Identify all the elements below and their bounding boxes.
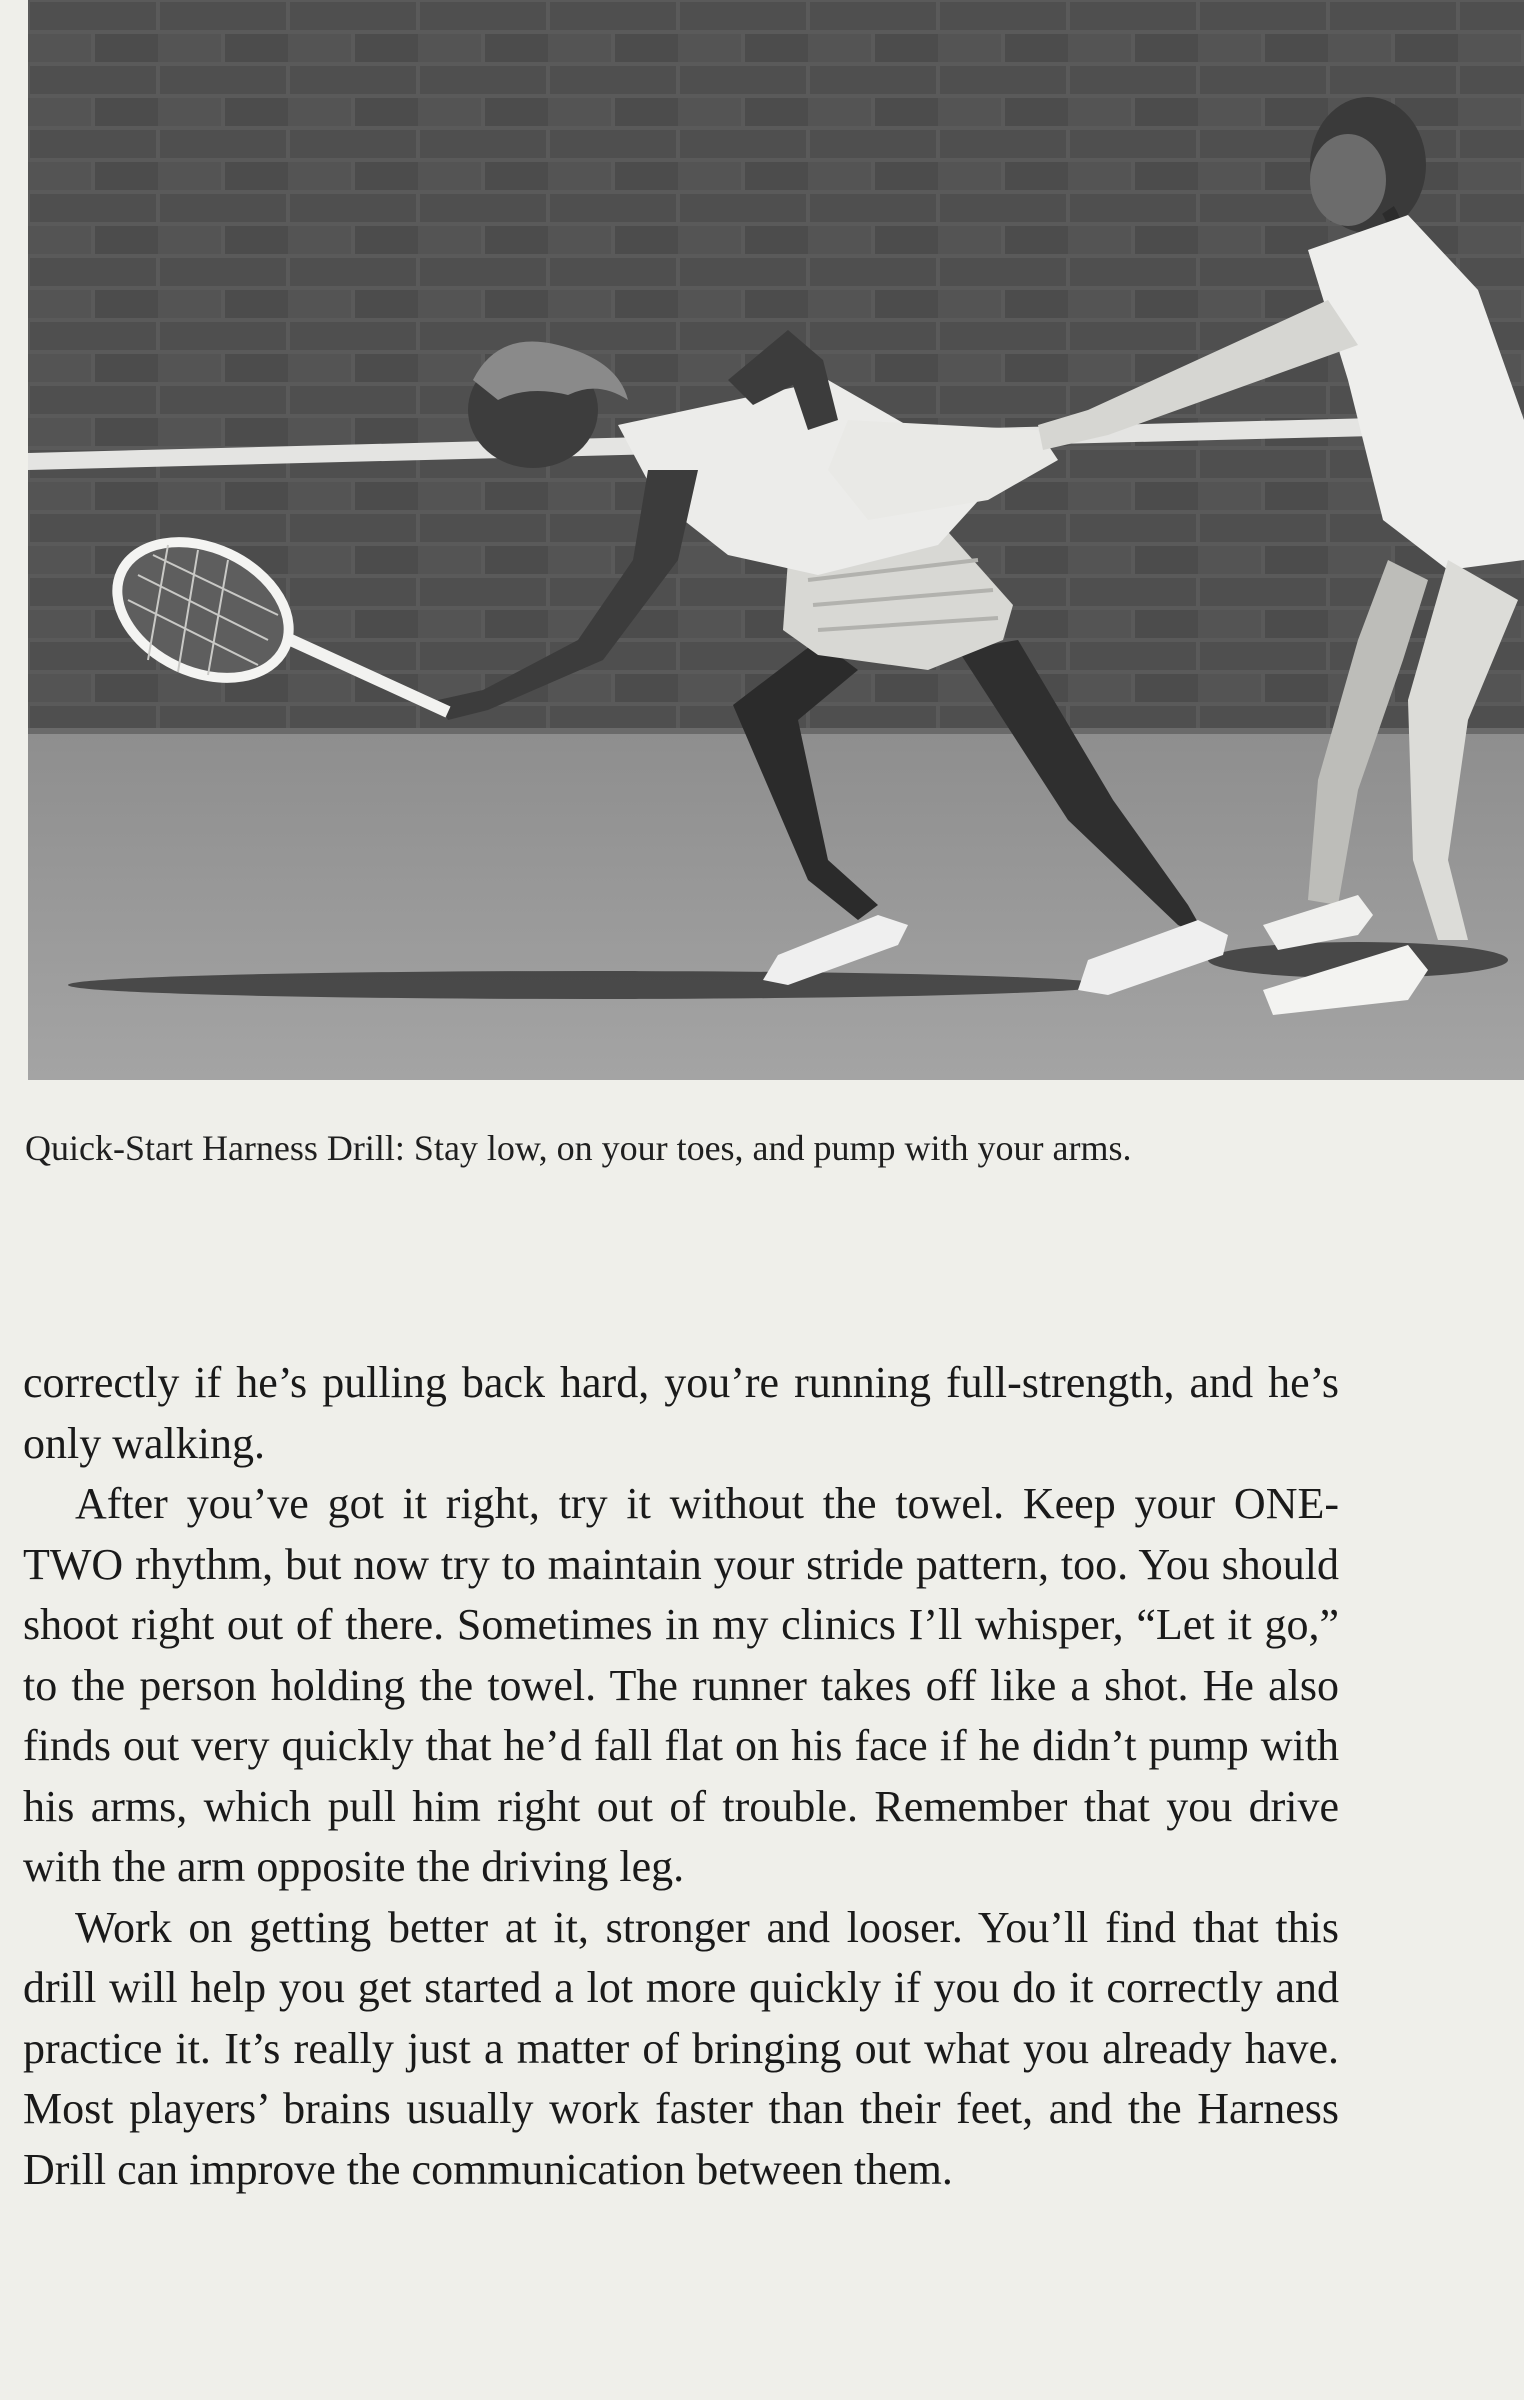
harness-drill-photo bbox=[28, 0, 1524, 1080]
paragraph: correctly if he’s pulling back hard, you’re running full-strength, and he’s only walking. bbox=[23, 1358, 1339, 1468]
body-text bbox=[23, 1353, 1339, 2200]
paragraph: After you’ve got it right, try it without the towel. Keep your ONE-TWO rhythm, but now try to maintain your stride pattern, too. You should shoot right out of there. Sometimes in my clinics I’ll whisper, “Let it go,” to the person holding the towel. The runner takes off like a shot. He also finds out very quickly that he’d fall flat on his face if he didn’t pump with his arms, which pull him right out of trouble. Remember that you drive with the arm opposite the driving leg. bbox=[23, 1479, 1339, 1891]
figure-caption: Quick-Start Harness Drill: Stay low, on your toes, and pump with your arms. bbox=[25, 1128, 1132, 1168]
paragraph: Work on getting better at it, stronger and looser. You’ll find that this drill will help you get started a lot more quickly if you do it correctly and practice it. It’s really just a matter of bringing out what you already have. Most players’ brains usually work faster than their feet, and the Harness Drill can improve the communication between them. bbox=[23, 1902, 1339, 2194]
